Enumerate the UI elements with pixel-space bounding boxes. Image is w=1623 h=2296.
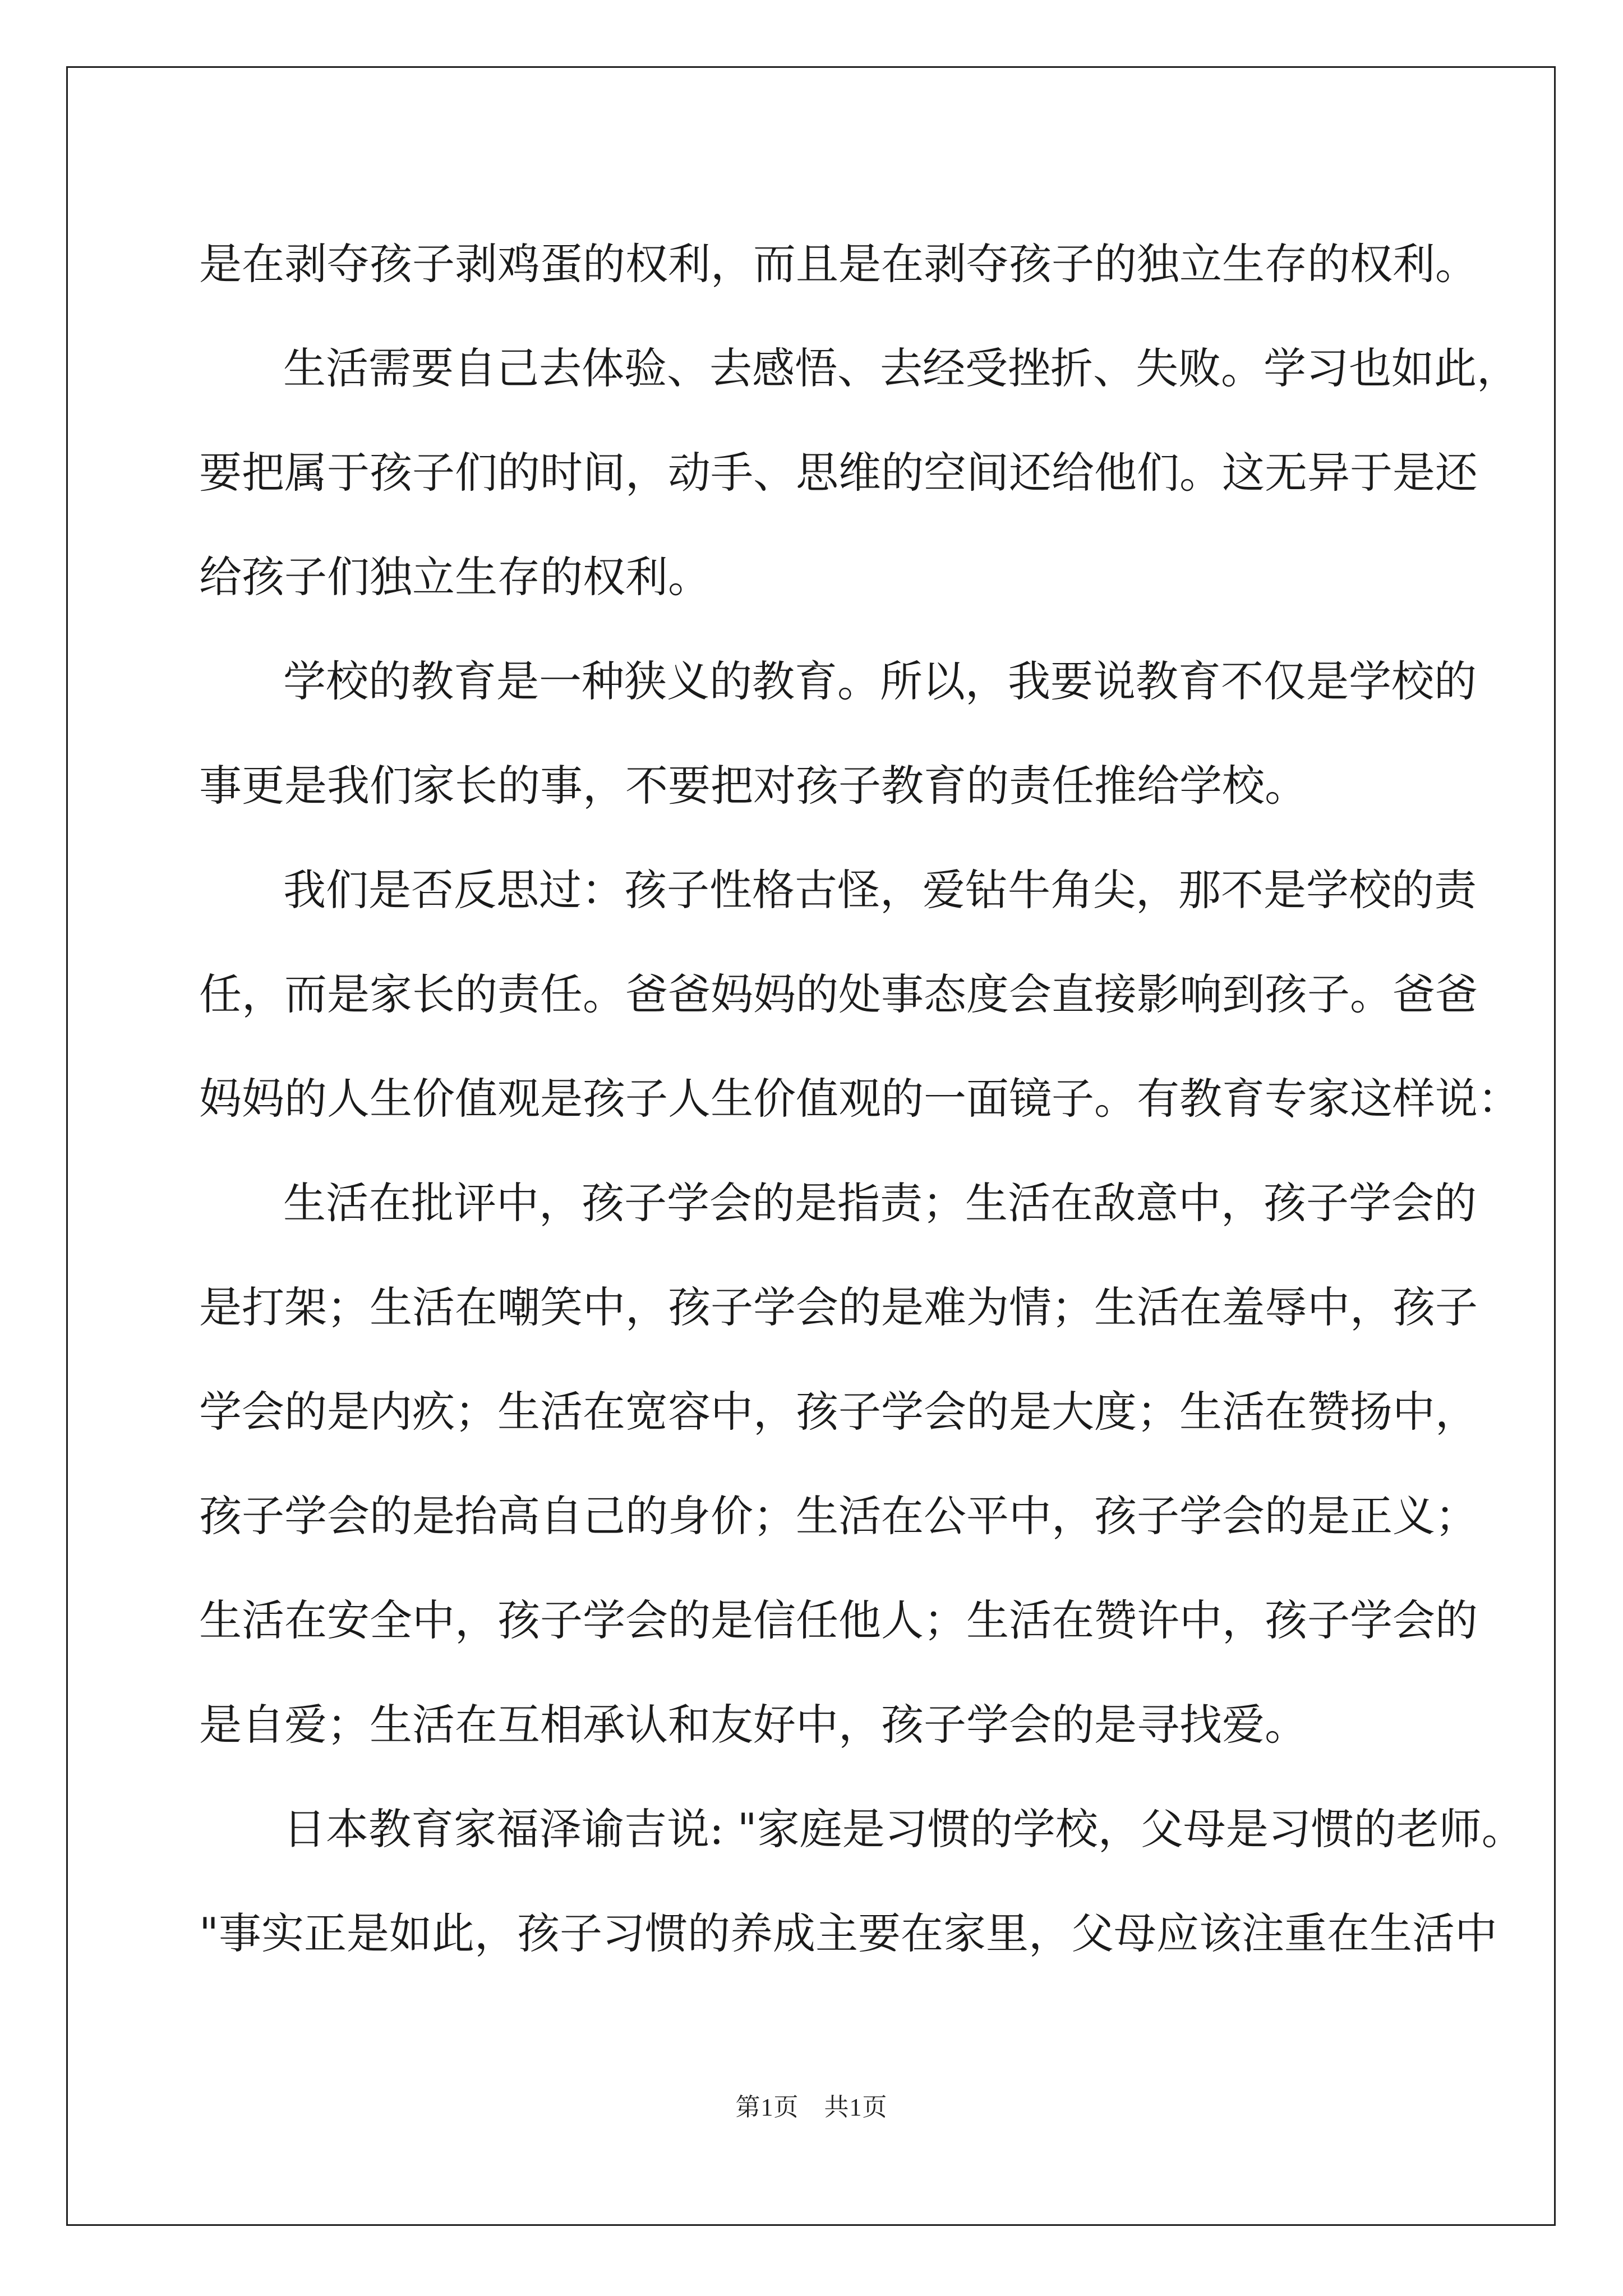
text-line-13: 孩子学会的是抬高自己的身价；生活在公平中，孩子学会的是正义；: [199, 1491, 1478, 1541]
text-line-9: 妈妈的人生价值观是孩子人生价值观的一面镜子。有教育专家这样说：: [199, 1074, 1520, 1124]
page-number-footer: 第1页 共1页: [735, 2093, 888, 2121]
text-line-10: 生活在批评中，孩子学会的是指责；生活在敌意中，孩子学会的: [283, 1178, 1477, 1228]
text-line-11: 是打架；生活在嘲笑中，孩子学会的是难为情；生活在羞辱中，孩子: [199, 1282, 1478, 1332]
text-line-1: 是在剥夺孩子剥鸡蛋的权利，而且是在剥夺孩子的独立生存的权利。: [199, 239, 1478, 289]
text-line-12: 学会的是内疚；生活在宽容中，孩子学会的是大度；生活在赞扬中，: [199, 1387, 1478, 1437]
text-line-16: 日本教育家福泽谕吉说: "家庭是习惯的学校，父母是习惯的老师。: [283, 1804, 1524, 1854]
text-line-3: 要把属于孩子们的时间，动手、思维的空间还给他们。这无异于是还: [199, 448, 1478, 498]
text-line-4: 给孩子们独立生存的权利。: [199, 552, 711, 602]
text-line-8: 任，而是家长的责任。爸爸妈妈的处事态度会直接影响到孩子。爸爸: [199, 969, 1478, 1019]
text-line-6: 事更是我们家长的事，不要把对孩子教育的责任推给学校。: [199, 761, 1307, 811]
text-line-14: 生活在安全中，孩子学会的是信任他人；生活在赞许中，孩子学会的: [199, 1595, 1478, 1645]
text-line-7: 我们是否反思过：孩子性格古怪，爱钻牛角尖，那不是学校的责: [283, 865, 1477, 915]
text-line-17: "事实正是如此，孩子习惯的养成主要在家里，父母应该注重在生活中: [199, 1908, 1497, 1958]
text-line-15: 是自爱；生活在互相承认和友好中，孩子学会的是寻找爱。: [199, 1700, 1307, 1750]
text-line-5: 学校的教育是一种狭义的教育。所以，我要说教育不仅是学校的: [283, 656, 1477, 706]
text-line-2: 生活需要自己去体验、去感悟、去经受挫折、失败。学习也如此，: [283, 343, 1519, 393]
document-body: [199, 212, 1524, 1986]
